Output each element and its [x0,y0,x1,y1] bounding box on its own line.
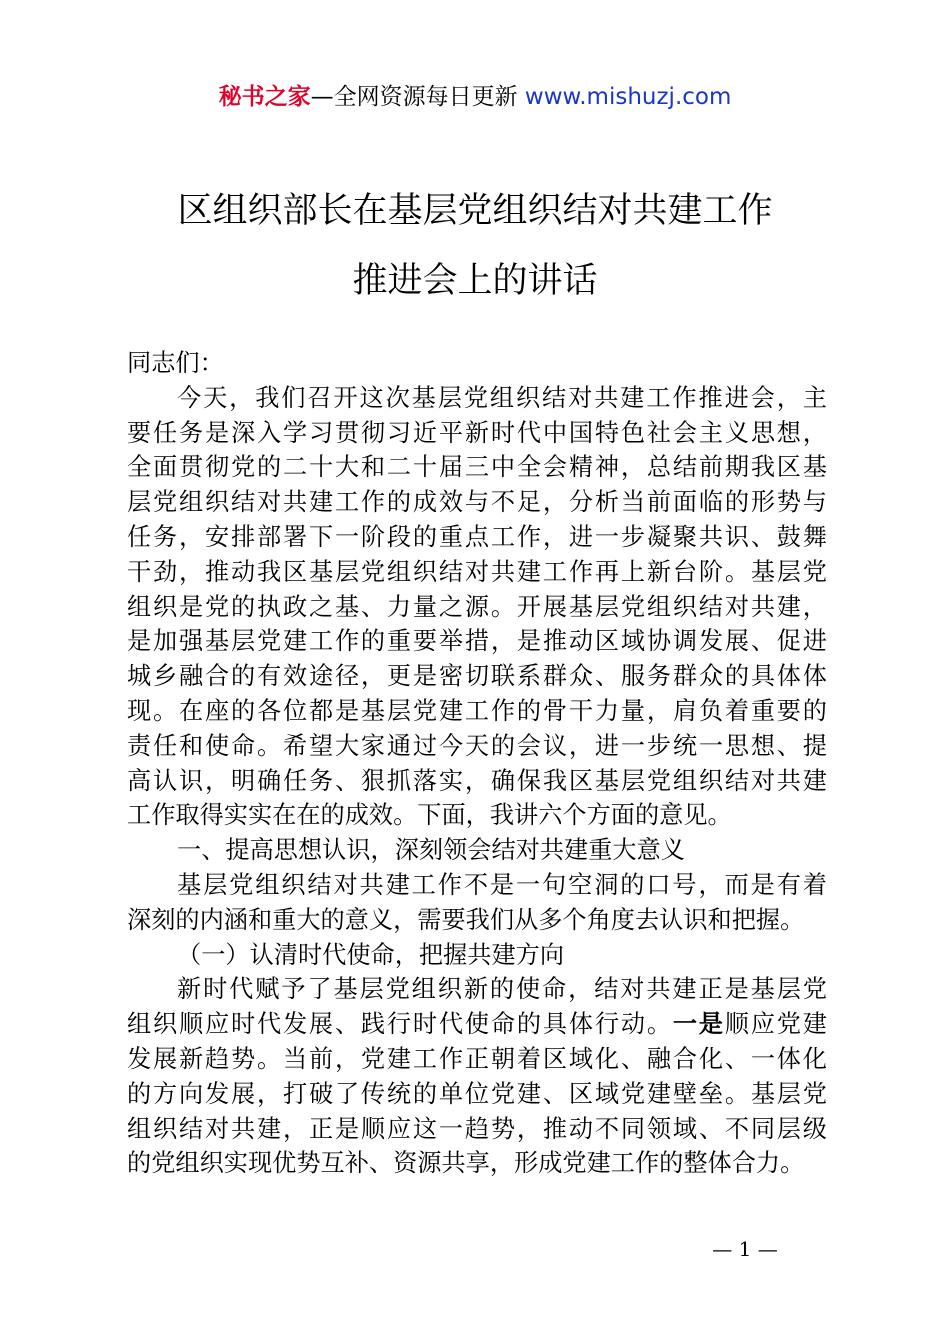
paragraph-section1 [127,868,827,938]
section-heading-1: 一、提高思想认识，深刻领会结对共建重大意义 [177,836,685,865]
paragraph-text: 组织顺应时代发展、践行时代使命的具体行动。 [127,1010,673,1039]
paragraph-line: 的方向发展，打破了传统的单位党建、区域党建壁垒。基层党 [127,1079,827,1108]
paragraph-line: 高认识，明确任务、狠抓落实，确保我区基层党组织结对共建 [127,766,827,795]
document-title-line-2: 推进会上的讲话 [352,261,598,301]
paragraph-line: 的党组织实现优势互补、资源共享，形成党建工作的整体合力。 [127,1149,805,1178]
paragraph-line: 全面贯彻党的二十大和二十届三中全会精神，总结前期我区基 [127,453,827,482]
paragraph-line: 要任务是深入学习贯彻习近平新时代中国特色社会主义思想， [127,418,827,447]
document-title-line-1: 区组织部长在基层党组织结对共建工作 [177,191,773,231]
site-header [0,80,950,114]
paragraph-line: 组织是党的执政之基、力量之源。开展基层党组织结对共建， [127,592,827,621]
paragraph-line: 现。在座的各位都是基层党建工作的骨干力量，肩负着重要的 [127,696,827,725]
paragraph-line: 深刻的内涵和重大的意义，需要我们从多个角度去认识和把握。 [127,905,805,934]
paragraph-line: 任务，安排部署下一阶段的重点工作，进一步凝聚共识、鼓舞 [127,522,827,551]
site-url-link[interactable]: www.mishuzj.com [524,84,732,110]
paragraph-intro [127,381,827,833]
paragraph-line: 城乡融合的有效途径，更是密切联系群众、服务群众的具体体 [127,662,827,691]
paragraph-line: 今天，我们召开这次基层党组织结对共建工作推进会，主 [177,383,827,412]
paragraph-line: 干劲，推动我区基层党组织结对共建工作再上新台阶。基层党 [127,557,827,586]
greeting: 同志们： [127,349,224,377]
paragraph-line: 新时代赋予了基层党组织新的使命，结对共建正是基层党 [177,975,827,1004]
paragraph-line: 基层党组织结对共建工作不是一句空洞的口号，而是有着 [177,870,827,899]
paragraph-subsection1 [127,972,827,1181]
paragraph-line: 层党组织结对共建工作的成效与不足，分析当前面临的形势与 [127,488,827,517]
page-number: — 1 — [712,1237,778,1261]
document-body [127,346,827,1181]
emphasis-text: 一是 [672,1010,725,1039]
site-brand: 秘书之家 [218,84,311,110]
paragraph-line: 组织结对共建，正是顺应这一趋势，推动不同领域、不同层级 [127,1114,827,1143]
paragraph-line: 责任和使命。希望大家通过今天的会议，进一步统一思想、提 [127,731,827,760]
subsection-heading-1: （一）认清时代使命，把握共建方向 [177,940,565,969]
paragraph-line [127,1007,827,1042]
paragraph-line: 工作取得实实在在的成效。下面，我讲六个方面的意见。 [127,801,732,830]
paragraph-line: 发展新趋势。当前，党建工作正朝着区域化、融合化、一体化 [127,1044,827,1073]
site-tagline: —全网资源每日更新 [310,84,525,110]
paragraph-line: 是加强基层党建工作的重要举措，是推动区域协调发展、促进 [127,627,827,656]
paragraph-text: 顺应党建 [724,1010,827,1039]
